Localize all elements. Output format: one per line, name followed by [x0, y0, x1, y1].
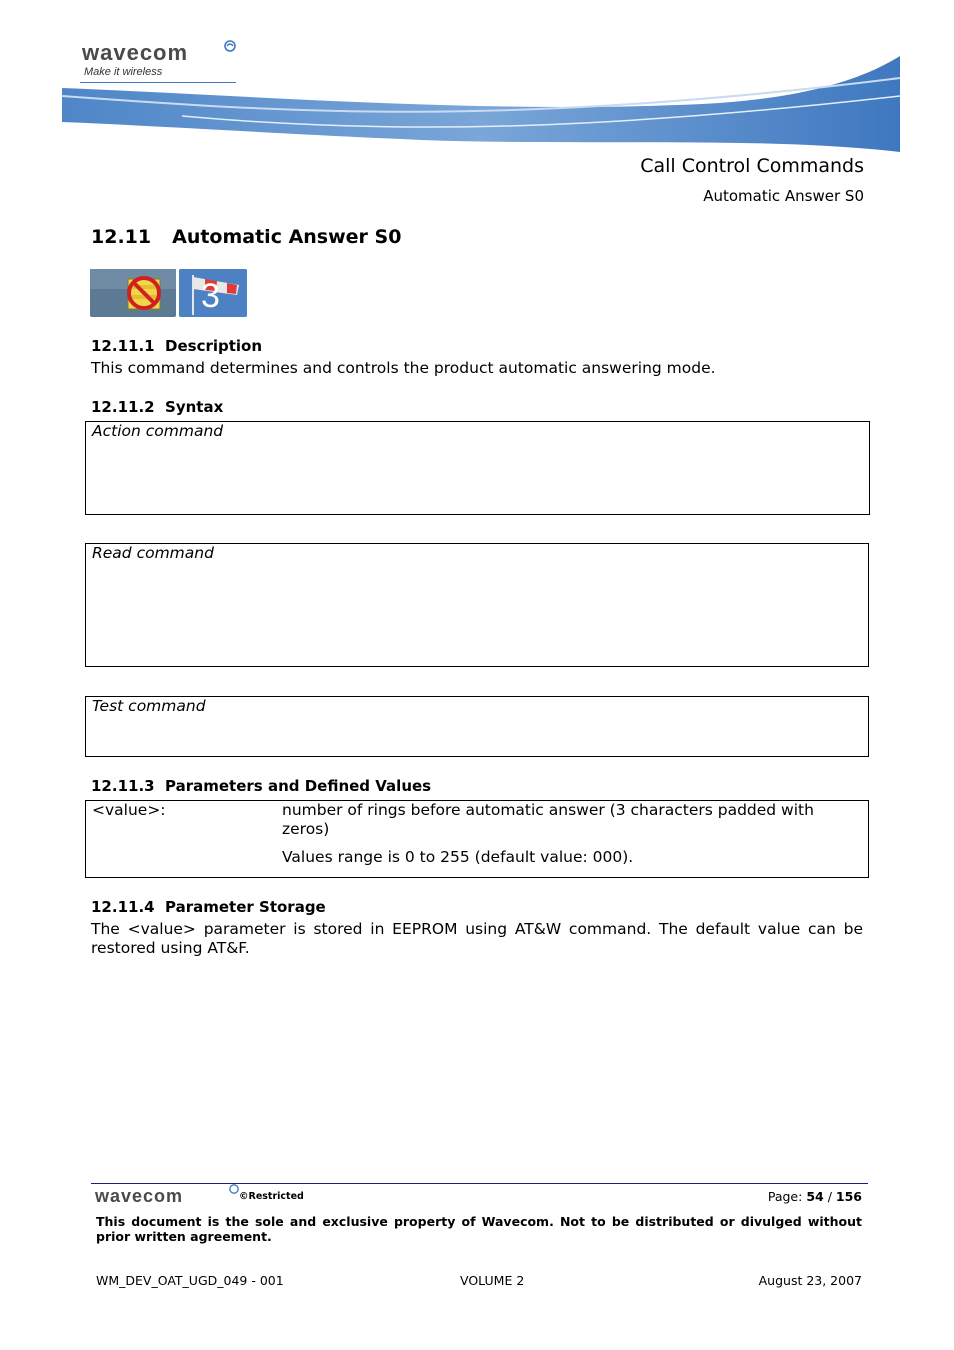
- read-command-box: [85, 543, 869, 667]
- section-heading: [91, 226, 401, 248]
- footer-date: August 23, 2007: [758, 1273, 862, 1288]
- storage-heading: 12.11.4 Parameter Storage: [91, 898, 326, 916]
- header-wave-band: [62, 56, 900, 156]
- footer-rule: [91, 1183, 868, 1184]
- header-logo-text: wavecom: [82, 40, 189, 65]
- param-desc-1: number of rings before automatic answer (3 characters padded with zeros): [282, 801, 814, 838]
- footer-logo-text: wavecom: [95, 1186, 184, 1206]
- parameters-heading: 12.11.3 Parameters and Defined Values: [91, 777, 432, 795]
- page-sep: /: [827, 1189, 832, 1204]
- footer-notice: This document is the sole and exclusive property of Wavecom. Not to be distributed or divulged without prior written agreement.: [96, 1214, 862, 1244]
- syntax-heading: 12.11.2 Syntax: [91, 398, 224, 416]
- test-command-label: Test command: [92, 697, 206, 715]
- section-number: 12.11: [91, 226, 152, 248]
- no-pin-required-icon: [122, 273, 166, 313]
- section-subtitle: Automatic Answer S0: [703, 187, 864, 205]
- description-heading: 12.11.1 Description: [91, 337, 263, 355]
- page-current: 54: [806, 1189, 824, 1204]
- param-desc-2: Values range is 0 to 255 (default value: 000).: [282, 848, 634, 866]
- footer-page: [768, 1189, 862, 1204]
- section-title: Automatic Answer S0: [172, 226, 402, 248]
- read-command-label: Read command: [92, 544, 214, 562]
- action-command-label: Action command: [92, 422, 224, 440]
- logo-swirl-icon: [224, 40, 236, 52]
- footer-logo-swirl-icon: [229, 1184, 239, 1194]
- chapter-title: Call Control Commands: [640, 155, 864, 177]
- pin-badge: [90, 269, 176, 317]
- page-total: 156: [835, 1189, 862, 1204]
- param-name: <value>:: [92, 801, 166, 819]
- parameters-box: [85, 800, 869, 878]
- description-text: This command determines and controls the product automatic answering mode.: [91, 359, 716, 377]
- footer-volume: VOLUME 2: [460, 1273, 525, 1288]
- page-label: Page:: [767, 1189, 803, 1204]
- footer-doc-id: WM_DEV_OAT_UGD_049 - 001: [96, 1273, 284, 1288]
- footer-restricted: ©Restricted: [239, 1191, 304, 1202]
- header-tagline: Make it wireless: [84, 66, 163, 78]
- badge-number: 3: [201, 277, 220, 315]
- test-command-box: [85, 696, 869, 757]
- sim-badge: [179, 269, 247, 317]
- storage-text: The <value> parameter is stored in EEPROM using AT&W command. The default value can be restored using AT&F.: [91, 920, 863, 957]
- action-command-box: [85, 421, 870, 515]
